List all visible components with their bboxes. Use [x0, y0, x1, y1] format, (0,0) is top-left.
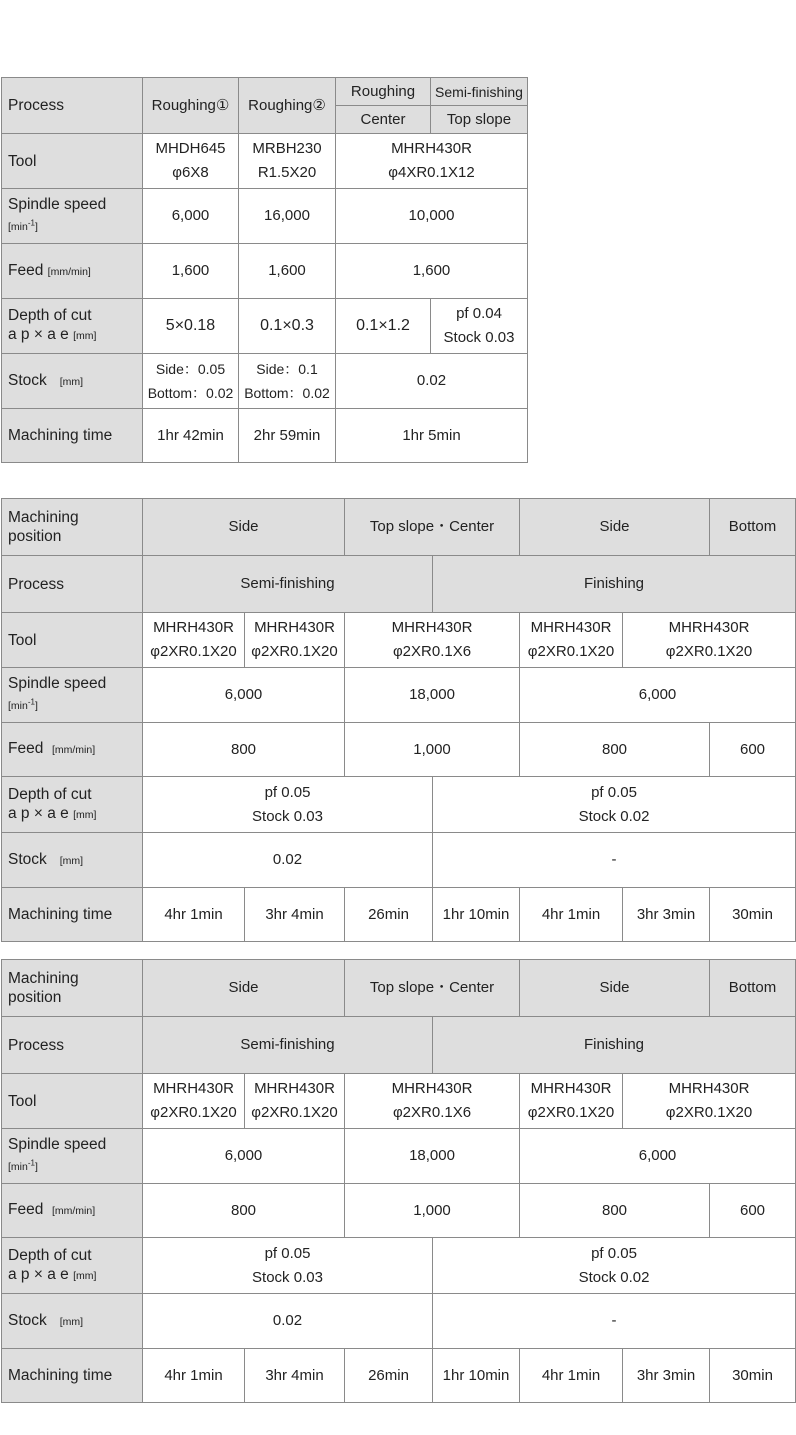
feed-value: 800 [143, 1184, 345, 1238]
process-top-slope: Top slope [431, 106, 528, 134]
tool-cell: MHRH430R φ2XR0.1X20 [245, 1074, 345, 1129]
tool-cell: MHRH430R φ2XR0.1X20 [143, 1074, 245, 1129]
process-finishing: Finishing [433, 556, 796, 613]
machining-time-value: 4hr 1min [520, 1349, 623, 1403]
machining-time-value: 1hr 5min [336, 409, 528, 463]
machining-time-value: 3hr 3min [623, 888, 710, 942]
feed-value: 800 [520, 723, 710, 777]
tool-cell: MHRH430R φ4XR0.1X12 [336, 134, 528, 189]
depth-of-cut-value: pf 0.05 Stock 0.03 [143, 1238, 433, 1294]
process-header: Process [2, 1017, 143, 1074]
tool-header: Tool [2, 134, 143, 189]
machining-position-header: Machining position [2, 960, 143, 1017]
spindle-speed-value: 6,000 [143, 668, 345, 723]
position-top-slope-center: Top slope・Center [345, 499, 520, 556]
stock-value: 0.02 [143, 1294, 433, 1349]
stock-value: - [433, 833, 796, 888]
machining-position-header: Machining position [2, 499, 143, 556]
feed-value: 600 [710, 1184, 796, 1238]
spindle-speed-header: Spindle speed $[\min^{-1}]$ [2, 189, 143, 244]
feed-value: 1,000 [345, 1184, 520, 1238]
feed-value: 600 [710, 723, 796, 777]
position-top-slope-center: Top slope・Center [345, 960, 520, 1017]
tool-cell: MHRH430R φ2XR0.1X20 [520, 613, 623, 668]
machining-time-value: 4hr 1min [143, 888, 245, 942]
depth-of-cut-header: Depth of cut a p × a e [mm] [2, 777, 143, 833]
position-side: Side [520, 960, 710, 1017]
stock-header: Stock [mm] [2, 833, 143, 888]
tool-header: Tool [2, 1074, 143, 1129]
spindle-speed-value: 6,000 [520, 668, 796, 723]
process-header: Process [2, 556, 143, 613]
machining-conditions-table-3 [1, 959, 796, 1403]
position-side: Side [520, 499, 710, 556]
feed-header: Feed [mm/min] [2, 723, 143, 777]
stock-value: 0.02 [336, 354, 528, 409]
machining-time-header: Machining time [2, 1349, 143, 1403]
process-semi-finishing: Semi-finishing [143, 1017, 433, 1074]
machining-time-value: 2hr 59min [239, 409, 336, 463]
machining-time-value: 1hr 10min [433, 1349, 520, 1403]
feed-header: Feed [mm/min] [2, 1184, 143, 1238]
feed-value: 1,600 [239, 244, 336, 299]
depth-of-cut-value: pf 0.05 Stock 0.02 [433, 777, 796, 833]
machining-time-value: 30min [710, 1349, 796, 1403]
machining-time-value: 3hr 4min [245, 1349, 345, 1403]
process-roughing-1: Roughing① [143, 78, 239, 134]
machining-time-value: 1hr 42min [143, 409, 239, 463]
tool-cell: MHRH430R φ2XR0.1X6 [345, 1074, 520, 1129]
process-roughing: Roughing [336, 78, 431, 106]
machining-time-value: 4hr 1min [143, 1349, 245, 1403]
process-semi-finishing: Semi-finishing [143, 556, 433, 613]
spindle-speed-value: 10,000 [336, 189, 528, 244]
depth-of-cut-value: 0.1×1.2 [336, 299, 431, 354]
spindle-speed-value: 18,000 [345, 1129, 520, 1184]
spindle-speed-value: 6,000 [143, 1129, 345, 1184]
process-center: Center [336, 106, 431, 134]
stock-value: 0.02 [143, 833, 433, 888]
feed-value: 800 [143, 723, 345, 777]
feed-value: 800 [520, 1184, 710, 1238]
depth-of-cut-value: pf 0.05 Stock 0.02 [433, 1238, 796, 1294]
feed-value: 1,600 [336, 244, 528, 299]
tool-cell: MHRH430R φ2XR0.1X20 [245, 613, 345, 668]
stock-header: Stock [mm] [2, 354, 143, 409]
stock-value: - [433, 1294, 796, 1349]
process-roughing-2: Roughing② [239, 78, 336, 134]
depth-of-cut-value: 5×0.18 [143, 299, 239, 354]
machining-time-header: Machining time [2, 888, 143, 942]
position-bottom: Bottom [710, 499, 796, 556]
depth-of-cut-value: 0.1×0.3 [239, 299, 336, 354]
machining-conditions-table-1 [1, 77, 528, 463]
position-side: Side [143, 499, 345, 556]
tool-cell: MHRH430R φ2XR0.1X6 [345, 613, 520, 668]
spindle-speed-header: Spindle speed $[\min^{-1}]$ [2, 668, 143, 723]
spindle-speed-value: 18,000 [345, 668, 520, 723]
machining-time-header: Machining time [2, 409, 143, 463]
machining-time-value: 3hr 3min [623, 1349, 710, 1403]
machining-time-value: 4hr 1min [520, 888, 623, 942]
tool-cell: MRBH230 R1.5X20 [239, 134, 336, 189]
process-finishing: Finishing [433, 1017, 796, 1074]
feed-value: 1,600 [143, 244, 239, 299]
tool-cell: MHDH645 φ6X8 [143, 134, 239, 189]
depth-of-cut-value: pf 0.05 Stock 0.03 [143, 777, 433, 833]
stock-header: Stock [mm] [2, 1294, 143, 1349]
position-side: Side [143, 960, 345, 1017]
machining-time-value: 26min [345, 1349, 433, 1403]
depth-of-cut-header: Depth of cut a p × a e [mm] [2, 1238, 143, 1294]
spindle-speed-value: 16,000 [239, 189, 336, 244]
depth-of-cut-value: pf 0.04 Stock 0.03 [431, 299, 528, 354]
tool-cell: MHRH430R φ2XR0.1X20 [623, 1074, 796, 1129]
position-bottom: Bottom [710, 960, 796, 1017]
machining-time-value: 3hr 4min [245, 888, 345, 942]
feed-header: Feed [mm/min] [2, 244, 143, 299]
machining-time-value: 1hr 10min [433, 888, 520, 942]
feed-value: 1,000 [345, 723, 520, 777]
depth-of-cut-header: Depth of cut a p × a e [mm] [2, 299, 143, 354]
spindle-speed-value: 6,000 [143, 189, 239, 244]
process-header: Process [2, 78, 143, 134]
tool-cell: MHRH430R φ2XR0.1X20 [520, 1074, 623, 1129]
spindle-speed-value: 6,000 [520, 1129, 796, 1184]
machining-time-value: 30min [710, 888, 796, 942]
stock-value: Side：0.05 Bottom：0.02 [143, 354, 239, 409]
tool-cell: MHRH430R φ2XR0.1X20 [623, 613, 796, 668]
tool-cell: MHRH430R φ2XR0.1X20 [143, 613, 245, 668]
tool-header: Tool [2, 613, 143, 668]
machining-conditions-table-2 [1, 498, 796, 942]
machining-time-value: 26min [345, 888, 433, 942]
stock-value: Side：0.1 Bottom：0.02 [239, 354, 336, 409]
process-semi-finishing: Semi-finishing [431, 78, 528, 106]
spindle-speed-header: Spindle speed $[\min^{-1}]$ [2, 1129, 143, 1184]
